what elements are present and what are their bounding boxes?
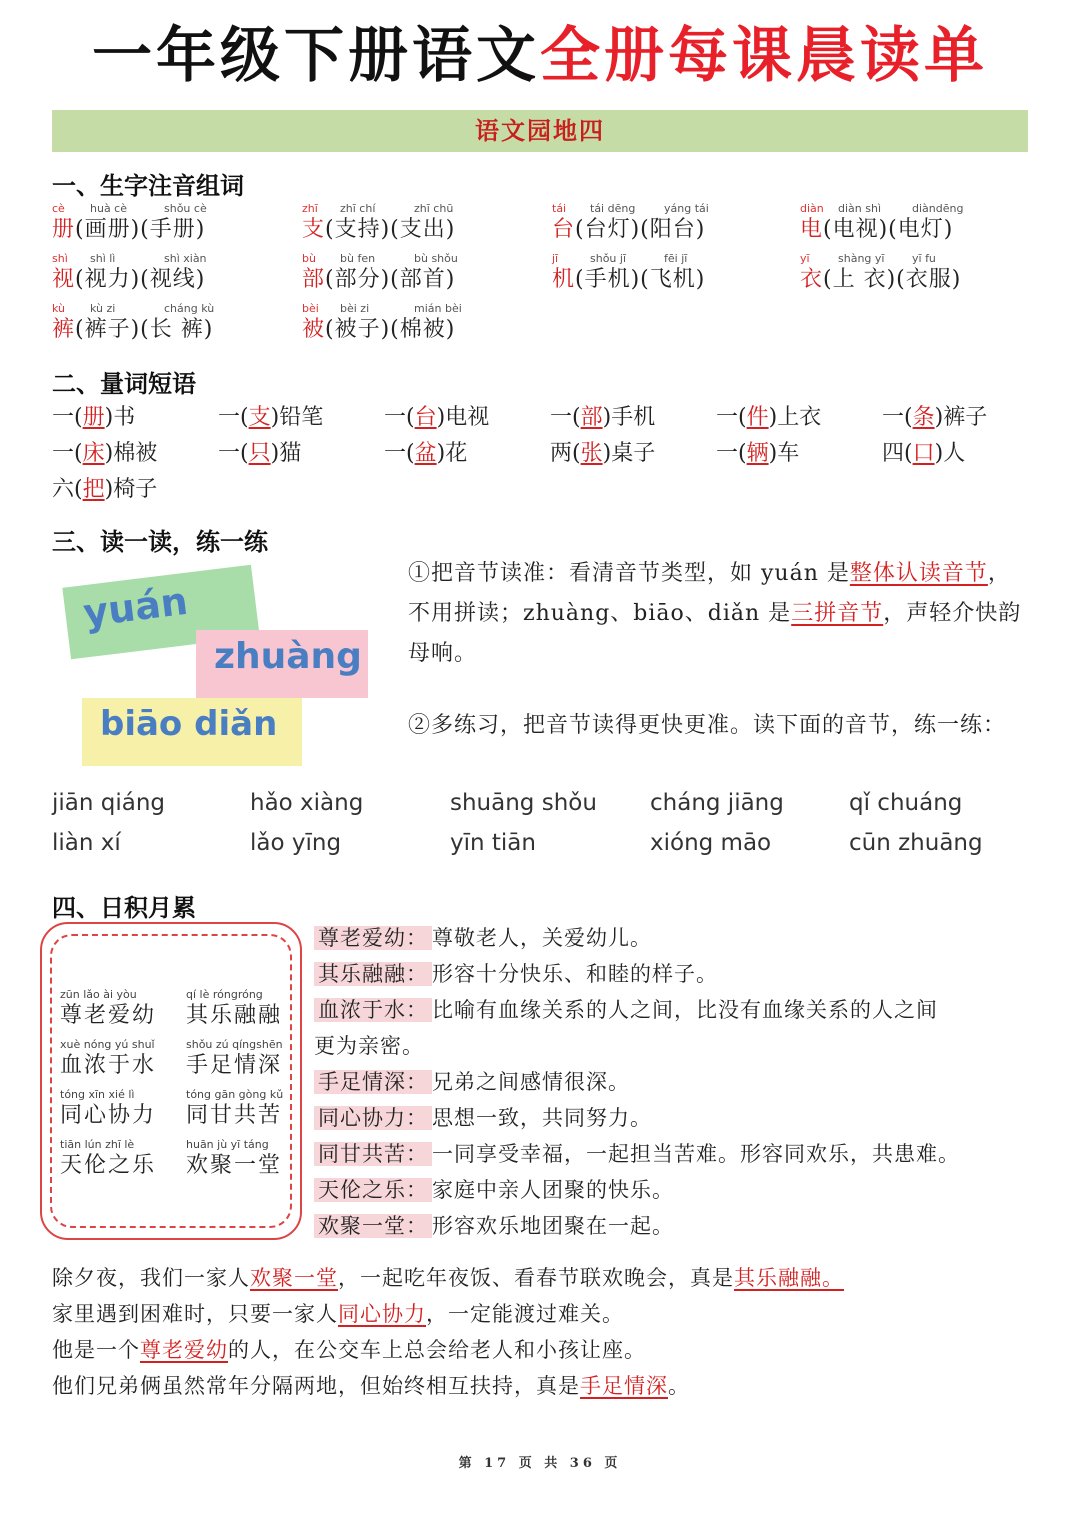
measure-pre: 一( xyxy=(218,405,249,430)
idiom-word: 血浓于水 xyxy=(60,1053,157,1078)
char-group-words xyxy=(52,216,205,244)
syllable-pair: cháng jiāng xyxy=(650,790,784,816)
lesson-banner: 语文园地四 xyxy=(52,110,1028,152)
sentence-part: 除夕夜，我们一家人 xyxy=(52,1266,250,1290)
sentence-idiom: 手足情深 xyxy=(580,1374,668,1398)
idiom-definition xyxy=(314,1174,674,1206)
measure-pre: 两( xyxy=(550,441,581,466)
measure-phrase xyxy=(218,436,301,467)
read-text-1a: ①把音节读准：看清音节类型，如 yuán 是 xyxy=(408,561,850,586)
measure-answer: 张 xyxy=(580,441,603,466)
definition-term: 同心协力： xyxy=(314,1106,432,1130)
idiom-pinyin: huān jù yī táng xyxy=(186,1138,269,1151)
syllable-pair: qǐ chuáng xyxy=(849,790,963,816)
idiom-definition xyxy=(314,1210,674,1242)
pinyin-label: diàndēng xyxy=(912,202,964,215)
measure-answer: 件 xyxy=(746,405,769,430)
char-group-compounds: (画册)(手册) xyxy=(75,217,206,242)
char-group xyxy=(52,252,205,294)
pinyin-label: shì xyxy=(52,252,68,265)
sentence-part: ，一起吃年夜饭、看春节联欢晚会，真是 xyxy=(338,1266,734,1290)
char-group-pinyin xyxy=(52,252,205,266)
read-instruction-2: ②多练习，把音节读得更快更准。读下面的音节，练一练： xyxy=(408,713,1007,738)
char-group-words xyxy=(52,316,213,344)
idiom-definition xyxy=(314,958,718,990)
card-zhuang-text: zhuàng xyxy=(214,636,362,677)
idiom-pinyin: tóng xīn xié lì xyxy=(60,1088,135,1101)
measure-answer: 条 xyxy=(912,405,935,430)
measure-phrase xyxy=(52,472,157,503)
section-title-4: 四、日积月累 xyxy=(52,894,196,922)
measure-answer: 盆 xyxy=(414,441,437,466)
idiom-pinyin: xuè nóng yú shuǐ xyxy=(60,1038,155,1051)
measure-phrase xyxy=(384,436,467,467)
sentence-idiom: 尊老爱幼 xyxy=(140,1338,228,1362)
idiom-word: 手足情深 xyxy=(186,1053,283,1078)
section-title-3: 三、读一读，练一练 xyxy=(52,528,268,556)
definition-term: 手足情深： xyxy=(314,1070,432,1094)
card-yuan-text: yuán xyxy=(80,578,191,636)
measure-post: )上衣 xyxy=(768,405,822,430)
syllable-pair: lǎo yīng xyxy=(250,830,342,856)
idiom-definition xyxy=(314,1102,652,1134)
page-footer: 第 17 页 共 36 页 xyxy=(458,1456,622,1471)
idiom-item xyxy=(186,1038,283,1080)
measure-answer: 床 xyxy=(82,441,105,466)
pinyin-label: zhī chū xyxy=(414,202,454,215)
measure-answer: 口 xyxy=(912,441,935,466)
title-red: 全册每课晨读单 xyxy=(540,21,988,91)
measure-post: )铅笔 xyxy=(270,405,324,430)
pinyin-label: bù fen xyxy=(340,252,376,265)
char-group-compounds: (台灯)(阳台) xyxy=(575,217,706,242)
idiom-item xyxy=(60,988,156,1030)
char-group-compounds: (上 衣)(衣服) xyxy=(823,267,962,292)
char-group-compounds: (电视)(电灯) xyxy=(823,217,954,242)
measure-pre: 一( xyxy=(550,405,581,430)
measure-answer: 支 xyxy=(248,405,271,430)
char-group-words xyxy=(552,216,705,244)
pinyin-label: tái dēng xyxy=(590,202,636,215)
card-biao-dian xyxy=(82,698,302,766)
pinyin-label: shì xiàn xyxy=(164,252,207,265)
pinyin-label: bèi zi xyxy=(340,302,370,315)
measure-post: )手机 xyxy=(602,405,656,430)
syllable-pair: yīn tiān xyxy=(450,830,536,856)
measure-post: )裤子 xyxy=(934,405,988,430)
idiom-pinyin: shǒu zú qíngshēn xyxy=(186,1038,283,1051)
measure-answer: 台 xyxy=(414,405,437,430)
char-group-pinyin xyxy=(302,202,455,216)
char-group-pinyin xyxy=(302,302,462,316)
definition-term: 尊老爱幼： xyxy=(314,926,432,950)
card-zhuang xyxy=(196,630,368,698)
idiom-word: 尊老爱幼 xyxy=(60,1003,157,1028)
measure-post: )车 xyxy=(768,441,800,466)
measure-post: )电视 xyxy=(436,405,490,430)
definition-term: 天伦之乐： xyxy=(314,1178,432,1202)
char-group xyxy=(302,302,462,344)
char-group xyxy=(552,202,709,244)
char-group-compounds: (支持)(支出) xyxy=(325,217,456,242)
read-text-1-underline-b: 三拼音节 xyxy=(791,601,884,626)
char-group-compounds: (裤子)(长 裤) xyxy=(75,317,214,342)
pinyin-label: bù shǒu xyxy=(414,252,458,265)
definition-text: 家庭中亲人团聚的快乐。 xyxy=(432,1178,674,1202)
definition-text: 形容欢乐地团聚在一起。 xyxy=(432,1214,674,1238)
char-group xyxy=(302,252,458,294)
read-instruction-1 xyxy=(408,554,1033,674)
definition-term: 血浓于水： xyxy=(314,998,432,1022)
pinyin-label: shì lì xyxy=(90,252,116,265)
sentence-part: 。 xyxy=(668,1374,690,1398)
syllable-pair: cūn zhuāng xyxy=(849,830,983,856)
syllable-pair: xióng māo xyxy=(650,830,772,856)
measure-post: )椅子 xyxy=(104,477,158,502)
example-sentence xyxy=(52,1262,844,1294)
syllable-pair: hǎo xiàng xyxy=(250,790,364,816)
idiom-box-dashed-border xyxy=(50,934,292,1228)
measure-phrase xyxy=(716,400,821,431)
sentence-part: 他们兄弟俩虽然常年分隔两地，但始终相互扶持，真是 xyxy=(52,1374,580,1398)
char-group-char: 衣 xyxy=(800,267,824,292)
pinyin-label: bèi xyxy=(302,302,319,315)
sentence-idiom: 同心协力 xyxy=(338,1302,426,1326)
char-group-char: 支 xyxy=(302,217,326,242)
measure-pre: 一( xyxy=(716,405,747,430)
read-text-1c: ，声轻介快韵母响。 xyxy=(408,601,1022,666)
char-group-words xyxy=(302,266,455,294)
measure-phrase xyxy=(52,436,157,467)
measure-phrase xyxy=(218,400,323,431)
syllable-pair: shuāng shǒu xyxy=(450,790,597,816)
sentence-part: 家里遇到困难时，只要一家人 xyxy=(52,1302,338,1326)
definition-term: 其乐融融： xyxy=(314,962,432,986)
idiom-box xyxy=(40,922,302,1240)
idiom-pinyin: zūn lǎo ài yòu xyxy=(60,988,137,1001)
idiom-pinyin: qí lè róngróng xyxy=(186,988,263,1001)
char-group-pinyin xyxy=(302,252,458,266)
pinyin-label: kù zi xyxy=(90,302,116,315)
pinyin-label: zhī chí xyxy=(340,202,376,215)
char-group-pinyin xyxy=(552,252,705,266)
pinyin-label: yáng tái xyxy=(664,202,709,215)
char-group-char: 台 xyxy=(552,217,576,242)
pinyin-label: cè xyxy=(52,202,65,215)
char-group-compounds: (手机)(飞机) xyxy=(575,267,706,292)
sentence-idiom: 其乐融融。 xyxy=(734,1266,844,1290)
idiom-word: 欢聚一堂 xyxy=(186,1153,283,1178)
idiom-item xyxy=(60,1138,156,1180)
pinyin-label: shǒu jī xyxy=(590,252,627,265)
measure-pre: 一( xyxy=(716,441,747,466)
measure-pre: 一( xyxy=(52,405,83,430)
pinyin-label: shǒu cè xyxy=(164,202,207,215)
measure-phrase xyxy=(52,400,135,431)
measure-pre: 一( xyxy=(882,405,913,430)
pinyin-label: yī xyxy=(800,252,810,265)
char-group xyxy=(52,202,205,244)
definition-term: 同甘共苦： xyxy=(314,1142,432,1166)
idiom-definition xyxy=(314,994,938,1026)
section-title-1: 一、生字注音组词 xyxy=(52,172,244,200)
char-group-char: 电 xyxy=(800,217,824,242)
idiom-item xyxy=(186,1138,282,1180)
definition-text: 兄弟之间感情很深。 xyxy=(432,1070,630,1094)
char-group-char: 裤 xyxy=(52,317,76,342)
idiom-item xyxy=(186,1088,283,1130)
syllable-pair: liàn xí xyxy=(52,830,121,856)
measure-post: )棉被 xyxy=(104,441,158,466)
definition-text: 尊敬老人，关爱幼儿。 xyxy=(432,926,652,950)
measure-post: )桌子 xyxy=(602,441,656,466)
read-text-1b: ，不用拼读；zhuàng、biāo、diǎn 是 xyxy=(408,561,1011,626)
pinyin-label: diàn shì xyxy=(838,202,882,215)
definition-text: 更为亲密。 xyxy=(314,1034,424,1058)
card-biao-dian-text: biāo diǎn xyxy=(100,704,278,744)
measure-phrase xyxy=(882,436,965,467)
measure-pre: 六( xyxy=(52,477,83,502)
char-group-pinyin xyxy=(552,202,709,216)
measure-pre: 一( xyxy=(384,441,415,466)
measure-pre: 一( xyxy=(384,405,415,430)
char-group-words xyxy=(52,266,205,294)
pinyin-label: mián bèi xyxy=(414,302,462,315)
pinyin-label: cháng kù xyxy=(164,302,215,315)
char-group-char: 机 xyxy=(552,267,576,292)
measure-answer: 册 xyxy=(82,405,105,430)
measure-phrase xyxy=(550,436,655,467)
pinyin-label: yī fu xyxy=(912,252,936,265)
char-group-compounds: (部分)(部首) xyxy=(325,267,456,292)
char-group-compounds: (被子)(棉被) xyxy=(325,317,456,342)
example-sentence xyxy=(52,1334,646,1366)
measure-answer: 只 xyxy=(248,441,271,466)
definition-text: 思想一致，共同努力。 xyxy=(432,1106,652,1130)
char-group-pinyin xyxy=(52,302,213,316)
idiom-word: 同甘共苦 xyxy=(186,1103,283,1128)
char-group-compounds: (视力)(视线) xyxy=(75,267,206,292)
sentence-part: 他是一个 xyxy=(52,1338,140,1362)
idiom-word: 同心协力 xyxy=(60,1103,157,1128)
idiom-pinyin: tóng gān gòng kǔ xyxy=(186,1088,284,1101)
measure-phrase xyxy=(716,436,799,467)
idiom-definition xyxy=(314,1138,960,1170)
sentence-part: 的人，在公交车上总会给老人和小孩让座。 xyxy=(228,1338,646,1362)
pinyin-label: zhī xyxy=(302,202,318,215)
read-text-1-underline-a: 整体认读音节 xyxy=(849,561,988,586)
pinyin-label: jī xyxy=(552,252,559,265)
char-group-words xyxy=(800,266,961,294)
definition-text: 比喻有血缘关系的人之间，比没有血缘关系的人之间 xyxy=(432,998,938,1022)
char-group-char: 部 xyxy=(302,267,326,292)
idiom-definition xyxy=(314,1030,424,1062)
measure-pre: 一( xyxy=(52,441,83,466)
char-group-words xyxy=(800,216,953,244)
example-sentence xyxy=(52,1298,624,1330)
definition-text: 形容十分快乐、和睦的样子。 xyxy=(432,962,718,986)
char-group-pinyin xyxy=(800,202,964,216)
pinyin-label: fēi jī xyxy=(664,252,688,265)
title-black: 一年级下册语文 xyxy=(92,21,540,91)
definition-text: 一同享受幸福，一起担当苦难。形容同欢乐，共患难。 xyxy=(432,1142,960,1166)
measure-phrase xyxy=(882,400,987,431)
sentence-idiom: 欢聚一堂 xyxy=(250,1266,338,1290)
idiom-word: 天伦之乐 xyxy=(60,1153,157,1178)
char-group xyxy=(52,302,213,344)
char-group-char: 被 xyxy=(302,317,326,342)
char-group-pinyin xyxy=(800,252,961,266)
idiom-definition xyxy=(314,1066,630,1098)
char-group-words xyxy=(552,266,705,294)
measure-post: )花 xyxy=(436,441,468,466)
char-group xyxy=(552,252,705,294)
syllable-pair: jiān qiáng xyxy=(52,790,166,816)
char-group xyxy=(302,202,455,244)
char-group xyxy=(800,252,961,294)
measure-pre: 一( xyxy=(218,441,249,466)
idiom-definition xyxy=(314,922,652,954)
definition-term: 欢聚一堂： xyxy=(314,1214,432,1238)
measure-post: )书 xyxy=(104,405,136,430)
measure-pre: 四( xyxy=(882,441,913,466)
char-group-words xyxy=(302,216,455,244)
measure-post: )人 xyxy=(934,441,966,466)
sentence-part: ，一定能渡过难关。 xyxy=(426,1302,624,1326)
pinyin-label: shàng yī xyxy=(838,252,885,265)
char-group xyxy=(800,202,964,244)
page-title xyxy=(0,18,1080,94)
char-group-words xyxy=(302,316,455,344)
measure-answer: 部 xyxy=(580,405,603,430)
char-group-char: 册 xyxy=(52,217,76,242)
section-title-2: 二、量词短语 xyxy=(52,370,196,398)
measure-post: )猫 xyxy=(270,441,302,466)
pinyin-label: bù xyxy=(302,252,316,265)
char-group-pinyin xyxy=(52,202,205,216)
idiom-word: 其乐融融 xyxy=(186,1003,283,1028)
example-sentence xyxy=(52,1370,690,1402)
idiom-item xyxy=(60,1038,156,1080)
measure-answer: 辆 xyxy=(746,441,769,466)
idiom-item xyxy=(186,988,282,1030)
idiom-item xyxy=(60,1088,156,1130)
pinyin-label: kù xyxy=(52,302,66,315)
measure-answer: 把 xyxy=(82,477,105,502)
pinyin-label: diàn xyxy=(800,202,824,215)
pinyin-label: tái xyxy=(552,202,567,215)
char-group-char: 视 xyxy=(52,267,76,292)
idiom-pinyin: tiān lún zhī lè xyxy=(60,1138,135,1151)
pinyin-label: huà cè xyxy=(90,202,127,215)
measure-phrase xyxy=(550,400,655,431)
measure-phrase xyxy=(384,400,489,431)
